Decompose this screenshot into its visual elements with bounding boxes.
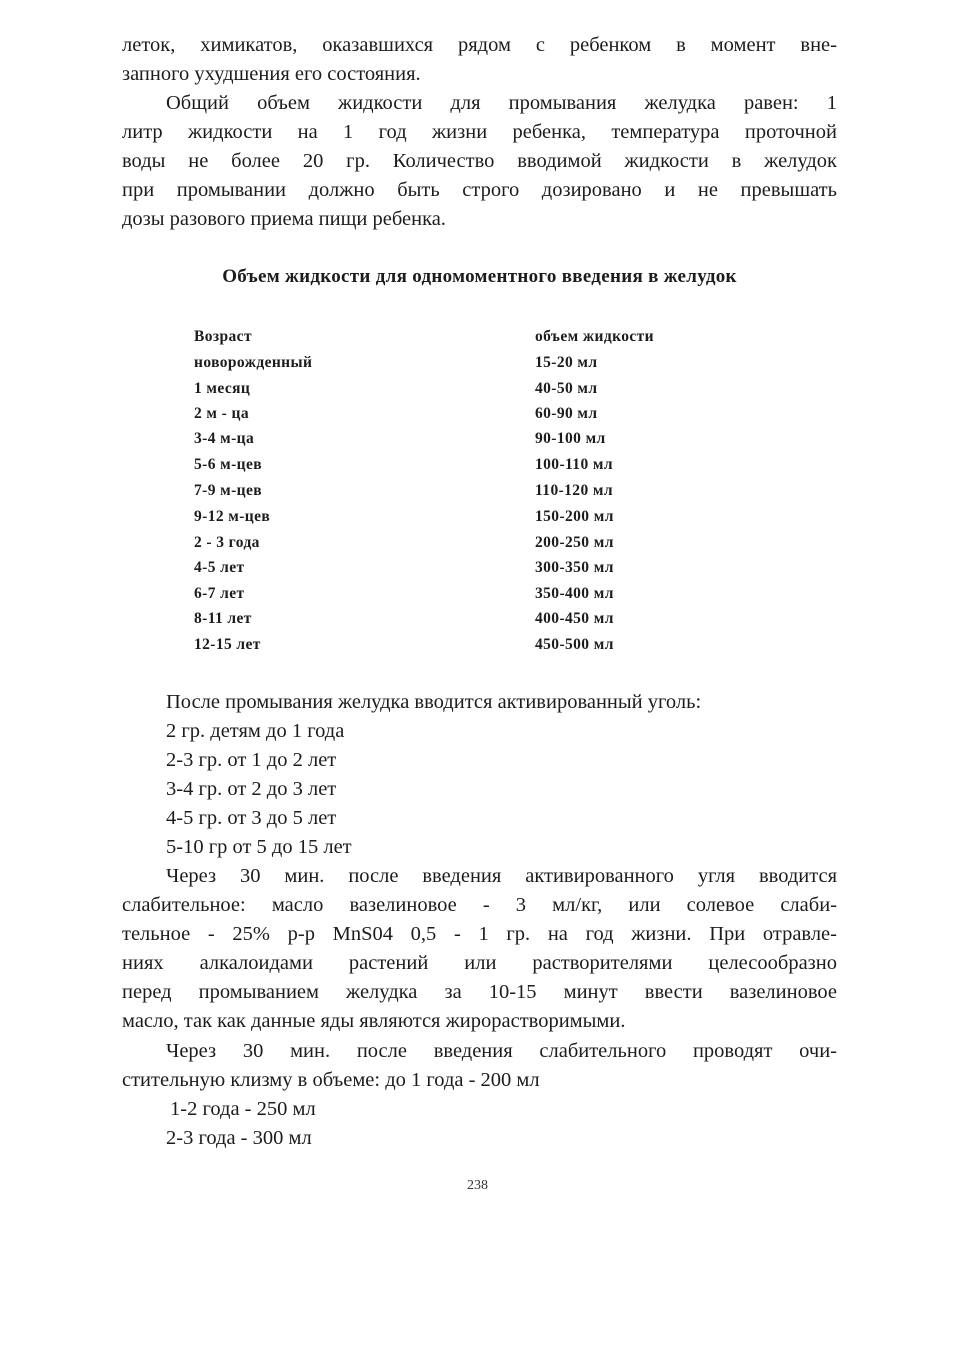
table-header-age: Возраст xyxy=(194,328,252,345)
charcoal-dose: 2 гр. детям до 1 года xyxy=(166,720,345,742)
table-heading: Объем жидкости для одномоментного введения в желудок xyxy=(222,266,737,287)
table-cell-volume: 60-90 мл xyxy=(535,405,598,422)
table-cell-volume: 450-500 мл xyxy=(535,636,614,653)
table-cell-age: 7-9 м-цев xyxy=(194,482,263,499)
table-cell-age: 12-15 лет xyxy=(194,636,261,653)
intro-line-2: запного ухудшения его состояния. xyxy=(122,63,421,85)
para2-line-2: слабительное: масло вазелиновое - 3 мл/кг, или солевое слаби- xyxy=(122,894,837,916)
para1-line-2: литр жидкости на 1 год жизни ребенка, температура проточной xyxy=(122,121,837,143)
para3-line-2: стительную клизму в объеме: до 1 года - 200 мл xyxy=(122,1069,540,1091)
para2-line-3: тельное - 25% р-р MnS04 0,5 - 1 гр. на год жизни. При отравле- xyxy=(122,923,837,945)
table-cell-volume: 150-200 мл xyxy=(535,508,614,525)
para2-line-6: масло, так как данные яды являются жирорастворимыми. xyxy=(122,1010,626,1032)
table-cell-age: 2 м - ца xyxy=(194,405,249,422)
table-cell-volume: 40-50 мл xyxy=(535,380,598,397)
table-cell-volume: 90-100 мл xyxy=(535,430,606,447)
page-number: 238 xyxy=(467,1178,488,1193)
intro-line-1: леток, химикатов, оказавшихся рядом с ребенком в момент вне- xyxy=(122,34,837,56)
para1-line-1: Общий объем жидкости для промывания желудка равен: 1 xyxy=(166,92,837,114)
table-cell-age: 4-5 лет xyxy=(194,559,245,576)
table-cell-age: новорожденный xyxy=(194,354,313,371)
para2-line-1: Через 30 мин. после введения активированного угля вводится xyxy=(166,865,837,887)
table-cell-age: 3-4 м-ца xyxy=(194,430,255,447)
table-header-volume: объем жидкости xyxy=(535,328,654,345)
table-cell-volume: 15-20 мл xyxy=(535,354,598,371)
table-cell-age: 6-7 лет xyxy=(194,585,245,602)
table-cell-volume: 200-250 мл xyxy=(535,534,614,551)
para3-line-1: Через 30 мин. после введения слабительного проводят очи- xyxy=(166,1040,837,1062)
charcoal-intro: После промывания желудка вводится активированный уголь: xyxy=(166,691,702,713)
charcoal-dose: 2-3 гр. от 1 до 2 лет xyxy=(166,749,337,771)
table-cell-volume: 100-110 мл xyxy=(535,456,613,473)
para2-line-5: перед промыванием желудка за 10-15 минут ввести вазелиновое xyxy=(122,981,837,1003)
table-cell-volume: 300-350 мл xyxy=(535,559,614,576)
table-cell-age: 5-6 м-цев xyxy=(194,456,263,473)
table-cell-age: 2 - 3 года xyxy=(194,534,260,551)
para1-line-5: дозы разового приема пищи ребенка. xyxy=(122,208,446,230)
enema-dose: 2-3 года - 300 мл xyxy=(166,1127,312,1149)
table-cell-volume: 400-450 мл xyxy=(535,610,614,627)
para1-line-3: воды не более 20 гр. Количество вводимой жидкости в желудок xyxy=(122,150,837,172)
charcoal-dose: 3-4 гр. от 2 до 3 лет xyxy=(166,778,337,800)
table-cell-age: 9-12 м-цев xyxy=(194,508,271,525)
table-cell-age: 1 месяц xyxy=(194,380,251,397)
enema-dose: 1-2 года - 250 мл xyxy=(170,1098,316,1120)
para2-line-4: ниях алкалоидами растений или растворителями целесообразно xyxy=(122,952,837,974)
table-cell-volume: 110-120 мл xyxy=(535,482,613,499)
table-cell-age: 8-11 лет xyxy=(194,610,252,627)
table-cell-volume: 350-400 мл xyxy=(535,585,614,602)
para1-line-4: при промывании должно быть строго дозировано и не превышать xyxy=(122,179,837,201)
charcoal-dose: 5-10 гр от 5 до 15 лет xyxy=(166,836,352,858)
charcoal-dose: 4-5 гр. от 3 до 5 лет xyxy=(166,807,337,829)
